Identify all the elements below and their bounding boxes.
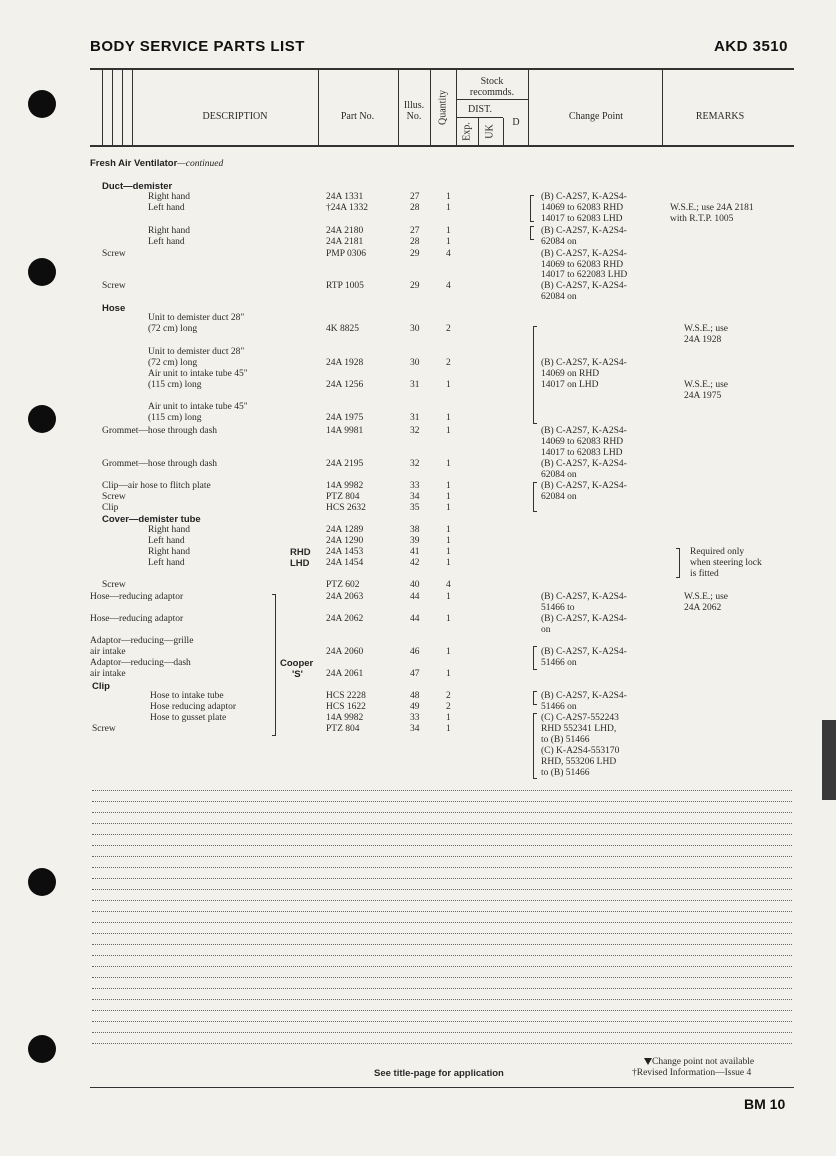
change-point-line: 14069 on RHD — [541, 369, 600, 379]
blank-entry-line — [92, 867, 792, 868]
row-part-no: 24A 1454 — [326, 558, 364, 568]
row-quantity: 1 — [446, 192, 451, 202]
row-part-no: 24A 2060 — [326, 647, 364, 657]
header-bottom-rule — [90, 145, 794, 147]
change-point-line: (B) C-A2S7, K-A2S4- — [541, 592, 627, 602]
row-illus-no: 32 — [410, 459, 420, 469]
row-illus-no: 44 — [410, 592, 420, 602]
row-quantity: 1 — [446, 380, 451, 390]
row-part-no: HCS 2228 — [326, 691, 366, 701]
row-description: Air unit to intake tube 45" — [148, 402, 248, 412]
row-description: Left hand — [148, 558, 185, 568]
change-point-line: (B) C-A2S7, K-A2S4- — [541, 226, 627, 236]
table-row — [0, 713, 836, 724]
change-point-line: (B) C-A2S7, K-A2S4- — [541, 459, 627, 469]
row-description: (115 cm) long — [148, 380, 202, 390]
row-description: Unit to demister duct 28" — [148, 347, 245, 357]
change-point-line: (C) C-A2S7-552243 — [541, 713, 619, 723]
blank-entry-line — [92, 911, 792, 912]
table-row — [0, 669, 836, 680]
blank-entry-line — [92, 845, 792, 846]
change-point-line: 62084 on — [541, 470, 577, 480]
row-illus-no: 35 — [410, 503, 420, 513]
footer-rule — [90, 1087, 794, 1088]
change-point-line: 51466 to — [541, 603, 575, 613]
col-description: DESCRIPTION — [202, 111, 268, 122]
change-point-line: (B) C-A2S7, K-A2S4- — [541, 192, 627, 202]
page-number: BM 10 — [744, 1096, 786, 1112]
row-illus-no: 46 — [410, 647, 420, 657]
row-description: Right hand — [148, 525, 190, 535]
table-row — [0, 481, 836, 492]
table-row — [0, 413, 836, 424]
row-illus-no: 34 — [410, 724, 420, 734]
blank-entry-line — [92, 1021, 792, 1022]
change-point-line: to (B) 51466 — [541, 735, 590, 745]
remark-line: is fitted — [690, 569, 719, 579]
blank-entry-line — [92, 1032, 792, 1033]
table-row — [0, 658, 836, 669]
change-point-line: (B) C-A2S7, K-A2S4- — [541, 249, 627, 259]
row-part-no: 24A 1256 — [326, 380, 364, 390]
row-description: Hose—reducing adaptor — [90, 614, 184, 624]
row-side: RHD — [290, 547, 311, 558]
change-point-line: (C) K-A2S4-553170 — [541, 746, 620, 756]
row-illus-no: 49 — [410, 702, 420, 712]
row-quantity: 1 — [446, 481, 451, 491]
row-part-no: †24A 1332 — [326, 203, 368, 213]
blank-entry-line — [92, 823, 792, 824]
table-row — [0, 580, 836, 591]
row-illus-no: 41 — [410, 547, 420, 557]
row-illus-no: 47 — [410, 669, 420, 679]
col-d: D — [512, 117, 520, 128]
cooper-s-label: 'S' — [292, 669, 303, 680]
row-part-no: 24A 1975 — [326, 413, 364, 423]
row-description: air intake — [90, 669, 126, 679]
row-illus-no: 44 — [410, 614, 420, 624]
row-illus-no: 30 — [410, 358, 420, 368]
row-part-no: 24A 1453 — [326, 547, 364, 557]
row-part-no: HCS 2632 — [326, 503, 366, 513]
table-row — [0, 614, 836, 625]
change-point-line: (B) C-A2S7, K-A2S4- — [541, 426, 627, 436]
row-quantity: 1 — [446, 536, 451, 546]
footer-application-note: See title-page for application — [374, 1068, 504, 1079]
table-row — [0, 313, 836, 324]
row-part-no: 24A 2180 — [326, 226, 364, 236]
table-row — [0, 636, 836, 647]
row-quantity: 1 — [446, 713, 451, 723]
row-part-no: PTZ 804 — [326, 492, 360, 502]
col-part-no: Part No. — [340, 111, 375, 122]
table-row — [0, 281, 836, 292]
row-quantity: 1 — [446, 237, 451, 247]
remark-line: W.S.E.; use — [684, 380, 728, 390]
table-row — [0, 347, 836, 358]
row-part-no: 24A 2062 — [326, 614, 364, 624]
change-point-line: 14069 to 62083 RHD — [541, 260, 624, 270]
row-description: (72 cm) long — [148, 324, 198, 334]
table-row — [0, 402, 836, 413]
change-point-line: 62084 on — [541, 237, 577, 247]
row-description: Left hand — [148, 237, 185, 247]
binder-hole-4 — [28, 868, 56, 896]
row-part-no: 24A 2181 — [326, 237, 364, 247]
row-quantity: 1 — [446, 413, 451, 423]
change-point-line: 14017 on LHD — [541, 380, 599, 390]
row-part-no: PTZ 602 — [326, 580, 360, 590]
blank-entry-line — [92, 790, 792, 791]
doc-ref: AKD 3510 — [713, 38, 788, 55]
row-illus-no: 39 — [410, 536, 420, 546]
row-description: Screw — [92, 724, 116, 734]
row-description: Grommet—hose through dash — [102, 459, 218, 469]
row-illus-no: 28 — [410, 237, 420, 247]
group-duct: Duct—demister — [102, 181, 173, 192]
row-quantity: 4 — [446, 249, 451, 259]
change-point-line: (B) C-A2S7, K-A2S4- — [541, 647, 627, 657]
cooper-label: Cooper — [280, 658, 314, 669]
table-row — [0, 226, 836, 237]
row-description: Right hand — [148, 226, 190, 236]
remark-line: Required only — [690, 547, 745, 557]
row-quantity: 4 — [446, 580, 451, 590]
row-part-no: 4K 8825 — [326, 324, 359, 334]
row-description: Left hand — [148, 203, 185, 213]
binder-hole-1 — [28, 90, 56, 118]
row-part-no: 14A 9982 — [326, 713, 364, 723]
group-clip: Clip — [92, 681, 110, 692]
blank-entry-line — [92, 834, 792, 835]
row-part-no: 14A 9981 — [326, 426, 364, 436]
row-part-no: 24A 1289 — [326, 525, 364, 535]
remark-line: 24A 1928 — [684, 335, 722, 345]
row-description: Screw — [102, 281, 126, 291]
row-part-no: 24A 2061 — [326, 669, 364, 679]
row-description: air intake — [90, 647, 126, 657]
table-row — [0, 249, 836, 260]
row-part-no: 24A 2195 — [326, 459, 364, 469]
blank-entry-line — [92, 878, 792, 879]
blank-entry-line — [92, 889, 792, 890]
row-description: (72 cm) long — [148, 358, 198, 368]
row-description: Clip—air hose to flitch plate — [102, 481, 211, 491]
blank-entry-line — [92, 801, 792, 802]
remark-line: when steering lock — [690, 558, 762, 568]
binder-hole-5 — [28, 1035, 56, 1063]
table-row — [0, 369, 836, 380]
change-point-line: 62084 on — [541, 492, 577, 502]
row-description: Screw — [102, 249, 126, 259]
row-description: Hose reducing adaptor — [150, 702, 236, 712]
footer-note-1: Change point not available — [644, 1057, 754, 1067]
col-change-point: Change Point — [568, 111, 624, 122]
blank-entry-line — [92, 1010, 792, 1011]
row-illus-no: 40 — [410, 580, 420, 590]
row-illus-no: 27 — [410, 192, 420, 202]
change-point-line: to (B) 51466 — [541, 768, 590, 778]
row-description: Grommet—hose through dash — [102, 426, 218, 436]
row-part-no: 14A 9982 — [326, 481, 364, 491]
remark-line: 24A 1975 — [684, 391, 722, 401]
row-description: Unit to demister duct 28" — [148, 313, 245, 323]
col-illus: Illus. — [403, 100, 425, 111]
table-row — [0, 691, 836, 702]
row-illus-no: 42 — [410, 558, 420, 568]
row-part-no: PMP 0306 — [326, 249, 367, 259]
row-quantity: 1 — [446, 614, 451, 624]
blank-entry-line — [92, 856, 792, 857]
table-row — [0, 492, 836, 503]
row-description: Right hand — [148, 547, 190, 557]
blank-entry-line — [92, 944, 792, 945]
row-part-no: 24A 1928 — [326, 358, 364, 368]
change-point-line: (B) C-A2S7, K-A2S4- — [541, 614, 627, 624]
change-point-line: (B) C-A2S7, K-A2S4- — [541, 481, 627, 491]
header-top-rule — [90, 68, 794, 70]
row-description: Hose—reducing adaptor — [90, 592, 184, 602]
table-row — [0, 358, 836, 369]
change-point-line: RHD 552341 LHD, — [541, 724, 617, 734]
remark-line: 24A 2062 — [684, 603, 722, 613]
row-part-no: RTP 1005 — [326, 281, 364, 291]
blank-entry-line — [92, 999, 792, 1000]
group-cover: Cover—demister tube — [102, 514, 201, 525]
blank-entry-line — [92, 966, 792, 967]
row-quantity: 1 — [446, 525, 451, 535]
blank-entry-line — [92, 812, 792, 813]
change-point-line: 62084 on — [541, 292, 577, 302]
table-row — [0, 426, 836, 437]
change-point-line: (B) C-A2S7, K-A2S4- — [541, 358, 627, 368]
col-uk: UK — [484, 124, 496, 139]
change-point-line: (B) C-A2S7, K-A2S4- — [541, 281, 627, 291]
row-illus-no: 29 — [410, 281, 420, 291]
row-illus-no: 38 — [410, 525, 420, 535]
row-illus-no: 28 — [410, 203, 420, 213]
table-row — [0, 503, 836, 514]
row-illus-no: 33 — [410, 481, 420, 491]
blank-entry-line — [92, 900, 792, 901]
row-illus-no: 48 — [410, 691, 420, 701]
row-description: Adaptor—reducing—dash — [90, 658, 191, 668]
change-point-line: 51466 on — [541, 658, 577, 668]
section-title: Fresh Air Ventilator—continued — [90, 158, 224, 169]
row-description: Screw — [102, 580, 126, 590]
row-description: Clip — [102, 503, 119, 513]
col-remarks: REMARKS — [695, 111, 745, 122]
change-point-line: 14069 to 62083 RHD — [541, 437, 624, 447]
blank-entry-line — [92, 988, 792, 989]
col-quantity: Quantity — [437, 90, 449, 125]
remark-line: W.S.E.; use 24A 2181 — [670, 203, 754, 213]
table-row — [0, 724, 836, 735]
table-row — [0, 192, 836, 203]
row-description: Right hand — [148, 192, 190, 202]
row-illus-no: 30 — [410, 324, 420, 334]
change-point-line: RHD, 553206 LHD — [541, 757, 617, 767]
row-part-no: PTZ 804 — [326, 724, 360, 734]
remark-line: W.S.E.; use — [684, 324, 728, 334]
row-illus-no: 31 — [410, 413, 420, 423]
row-quantity: 2 — [446, 691, 451, 701]
remark-line: with R.T.P. 1005 — [670, 214, 734, 224]
table-row — [0, 237, 836, 248]
row-quantity: 1 — [446, 558, 451, 568]
change-point-line: (B) C-A2S7, K-A2S4- — [541, 691, 627, 701]
table-row — [0, 459, 836, 470]
change-point-line: 14017 to 62083 LHD — [541, 214, 623, 224]
row-description: Hose to gusset plate — [150, 713, 227, 723]
row-quantity: 1 — [446, 547, 451, 557]
blank-entry-line — [92, 977, 792, 978]
table-row — [0, 536, 836, 547]
blank-entry-line — [92, 922, 792, 923]
row-quantity: 1 — [446, 459, 451, 469]
row-part-no: 24A 1331 — [326, 192, 364, 202]
blank-entry-line — [92, 955, 792, 956]
row-quantity: 1 — [446, 492, 451, 502]
row-illus-no: 34 — [410, 492, 420, 502]
row-illus-no: 32 — [410, 426, 420, 436]
row-illus-no: 27 — [410, 226, 420, 236]
row-part-no: 24A 2063 — [326, 592, 364, 602]
row-quantity: 2 — [446, 324, 451, 334]
page-title: BODY SERVICE PARTS LIST — [90, 38, 305, 55]
row-illus-no: 31 — [410, 380, 420, 390]
change-point-line: 14017 to 622083 LHD — [541, 270, 628, 280]
row-quantity: 4 — [446, 281, 451, 291]
row-illus-no: 29 — [410, 249, 420, 259]
group-hose: Hose — [102, 303, 126, 314]
row-quantity: 1 — [446, 503, 451, 513]
footer-note-2: †Revised Information—Issue 4 — [632, 1068, 752, 1078]
row-quantity: 2 — [446, 702, 451, 712]
row-description: Left hand — [148, 536, 185, 546]
col-stock-recommds: recommds. — [469, 87, 515, 98]
col-illus-no: No. — [406, 111, 422, 122]
row-quantity: 1 — [446, 426, 451, 436]
blank-entry-line — [92, 1043, 792, 1044]
table-row — [0, 525, 836, 536]
col-exp: Exp. — [461, 122, 473, 141]
row-quantity: 1 — [446, 592, 451, 602]
remark-line: W.S.E.; use — [684, 592, 728, 602]
change-point-line: on — [541, 625, 551, 635]
row-description: Hose to intake tube — [150, 691, 224, 701]
row-illus-no: 33 — [410, 713, 420, 723]
row-part-no: 24A 1290 — [326, 536, 364, 546]
row-description: Adaptor—reducing—grille — [90, 636, 194, 646]
row-description: Screw — [102, 492, 126, 502]
col-dist: DIST. — [468, 104, 492, 115]
row-quantity: 1 — [446, 724, 451, 734]
row-description: (115 cm) long — [148, 413, 202, 423]
row-quantity: 1 — [446, 203, 451, 213]
row-quantity: 1 — [446, 226, 451, 236]
row-quantity: 1 — [446, 647, 451, 657]
triangle-icon — [644, 1058, 652, 1065]
table-row — [0, 647, 836, 658]
row-side: LHD — [290, 558, 310, 569]
row-quantity: 1 — [446, 669, 451, 679]
blank-entry-line — [92, 933, 792, 934]
change-point-line: 14069 to 62083 RHD — [541, 203, 624, 213]
row-description: Air unit to intake tube 45" — [148, 369, 248, 379]
row-part-no: HCS 1622 — [326, 702, 366, 712]
row-quantity: 2 — [446, 358, 451, 368]
change-point-line: 14017 to 62083 LHD — [541, 448, 623, 458]
change-point-line: 51466 on — [541, 702, 577, 712]
table-row — [0, 702, 836, 713]
col-stock: Stock — [480, 76, 504, 87]
